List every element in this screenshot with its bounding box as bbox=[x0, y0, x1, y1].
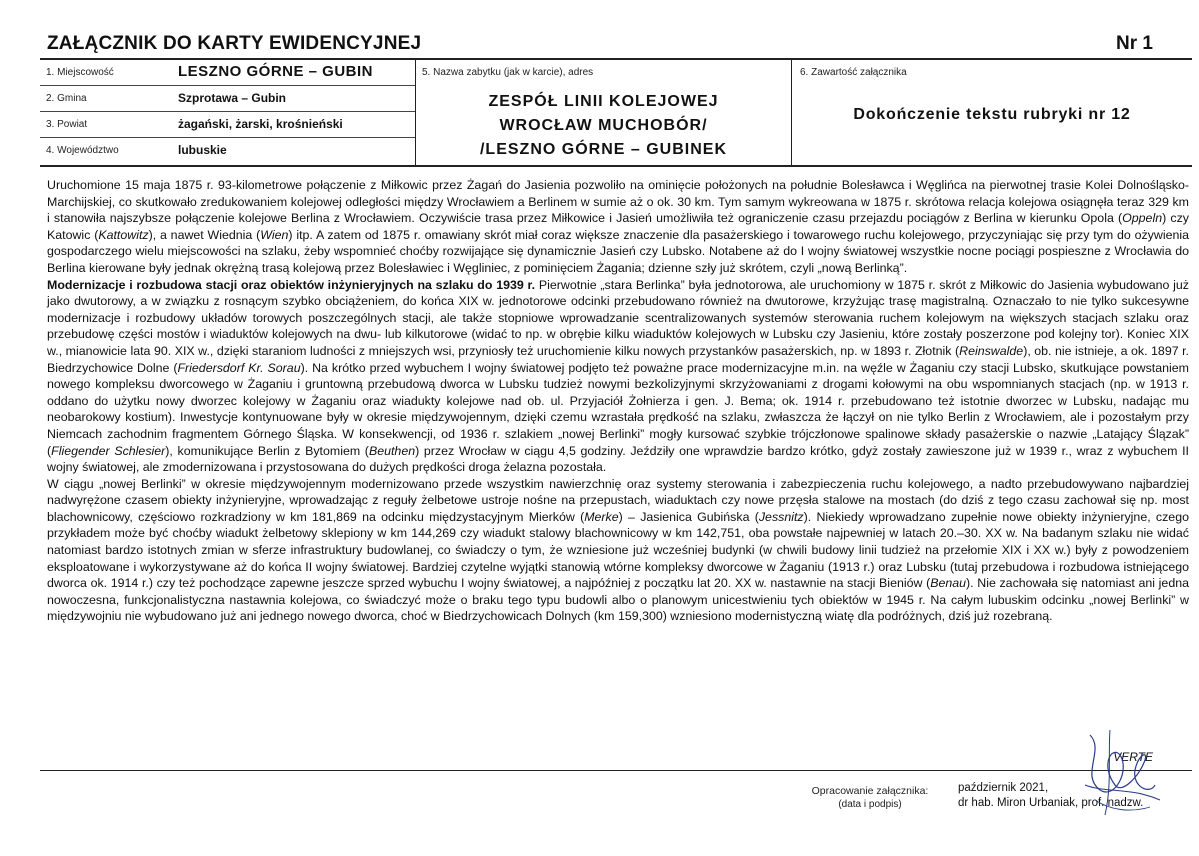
monument-name-label: 5. Nazwa zabytku (jak w karcie), adres bbox=[422, 67, 594, 78]
voivodeship-label: 4. Województwo bbox=[46, 145, 119, 156]
prepared-by-label bbox=[805, 785, 935, 811]
section-heading: Modernizacje i rozbudowa stacji oraz obiektów inżynieryjnych na szlaku do 1939 r. bbox=[47, 277, 536, 292]
text-span: ) itp. A zatem od 1875 r. omawiany skrót miał coraz większe znaczenie dla pasażerskiego i towarowego ruchu kolejowego, przyczyniając się przy tym do ożywienia gospodarczego wielu miejscowości na szlaku, żeby wspomnieć choćby rozwijające się dynamicznie Jasień czy Lubsko. Notabene aż do I wojny światowej wszystkie nocne pociągi pospieszne z Wrocławia do Berlina kierowane były jednak okrężną trasą kolejową przez Bolesławiec i Węgliniec, z pominięciem Żagania; dzienne szły już skrótem, czyli „nową Berlinką”. bbox=[47, 227, 1189, 275]
county-value: żagański, żarski, krośnieński bbox=[178, 117, 343, 131]
monument-name bbox=[416, 90, 791, 162]
commune-label: 2. Gmina bbox=[46, 93, 87, 104]
italic-name: Reinswalde bbox=[959, 343, 1024, 358]
prepared-label: Opracowanie załącznika: bbox=[811, 785, 929, 797]
paragraph-1 bbox=[47, 177, 1189, 277]
county-label: 3. Powiat bbox=[46, 119, 88, 130]
document-number: Nr 1 bbox=[1116, 33, 1153, 54]
handwritten-signature bbox=[1060, 715, 1170, 825]
commune-value: Szprotawa – Gubin bbox=[178, 91, 287, 105]
attachment-content-block bbox=[792, 60, 1192, 165]
text-span: Pierwotnie „stara Berlinka” była jednotorowa, ale uruchomiony w 1875 r. skrót z Miłkowic do Jasienia wybudowano już jako dwutorowy, a w związku z rosnącym szybko obciążeniem, do końca XIX w. jednotorowe odcinki przebudowano również na dwutorowe, krzyżując trasę magistralną. Oznaczało to nie tylko sukcesywne modernizacje i rozbudowy układów torowych poszczególnych stacji, ale także stopniowe wprowadzanie scentralizowanych systemów sterowania ruchem kolejowym na większych stacjach szlaku oraz przebudowę części mostów i wiaduktów kolejowych na dwu- lub kilkutorowe (widać to np. w obrębie kilku wiaduktów kolejowych w Lubsku czy Jasieniu, które zostały poszerzone pod kolejny tor). Koniec XIX w., mianowicie lata 90. XIX w., dzięki staraniom ludności z mniejszych wsi, przyniosły też uruchomienie kilku nowych przystanków pasażerskich, np. w 1893 r. Złotnik ( bbox=[47, 277, 1189, 358]
text-span: ) – Jasienica Gubińska ( bbox=[618, 509, 759, 524]
attachment-content-value: Dokończenie tekstu rubryki nr 12 bbox=[853, 106, 1131, 123]
monument-name-block bbox=[416, 60, 792, 165]
monument-name-line-1: ZESPÓŁ LINII KOLEJOWEJ bbox=[488, 93, 719, 110]
monument-name-line-2: WROCŁAW MUCHOBÓR/ bbox=[499, 117, 708, 134]
text-span: ), komunikujące Berlin z Bytomiem ( bbox=[165, 443, 369, 458]
location-block bbox=[40, 60, 416, 165]
locality-value: LESZNO GÓRNE – GUBIN bbox=[178, 63, 374, 80]
text-span: ), ob. nie istnieje, a ok. 1897 r. Biedrzychowice Dolne ( bbox=[47, 343, 1189, 375]
footer-divider bbox=[40, 770, 1192, 771]
text-span: ). Niekiedy wprowadzano zupełnie nowe obiekty inżynieryjne, czego przykładem może być choćby wiadukt żelbetowy sklepiony w km 144,269 czy wiadukt stalowy blachownicowy w km 142,751, oba powstałe najpewniej w latach 20.–30. XX w. Na badanym szlaku nie widać natomiast bardzo istotnych zmian w sferze infrastruktury budowlanej, co świadczy o tym, że wzniesione już wcześniej budynki (w chwili budowy linii tudzież na przełomie XIX i XX w.) były z powodzeniem eksploatowane i wykorzystywane aż do końca II wojny światowej. Bardziej czytelne wyjątki stanowią wtórne kompleksy dworcowe w Żaganiu (1913 r.) oraz Lubsku (tutaj przebudowa i rozbudowa istniejącego dworca ok. 1914 r.) czy też pochodzące zapewne jeszcze sprzed wybuchu I wojny światowej, a najpóźniej z początku lat 20. XX w. nastawnie na stacji Bieniów ( bbox=[47, 509, 1189, 591]
document-title: ZAŁĄCZNIK DO KARTY EWIDENCYJNEJ bbox=[47, 33, 422, 54]
italic-name: Fliegender Schlesier bbox=[51, 443, 166, 458]
italic-name: Friedersdorf Kr. Sorau bbox=[177, 360, 301, 375]
text-span: ) czy Katowic ( bbox=[47, 211, 1189, 242]
body-text bbox=[47, 177, 1189, 625]
italic-name: Kattowitz bbox=[98, 227, 149, 242]
date-signature-hint: (data i podpis) bbox=[838, 799, 902, 810]
paragraph-2 bbox=[47, 277, 1189, 476]
text-span: ), a nawet Wiednia ( bbox=[148, 227, 261, 242]
text-span: ) przez Wrocław w ciągu 4,5 godziny. Jeździły one wprawdzie bardzo krótko, gdyż zostały zawieszone już w 1939 r., wraz z wybuchem II wojny światowej, ale zmodernizowana i przystosowana do dużych prędkości droga żelazna pozostała. bbox=[47, 443, 1189, 475]
county-row bbox=[40, 112, 415, 138]
text-span: ). Na krótko przed wybuchem I wojny światowej podjęto też poważne prace modernizacyjne m.in. na węźle w Żaganiu czy stacji Lubsko, skutkujące powstaniem nowego kompleksu dworcowego w Żaganiu i gruntowną przebudową dworca w Lubsku tudzież nowymi bezkolizyjnymi skrzyżowaniami z drogami kołowymi na obu wspomnianych stacjach (np. w 1913 r. oddano do użytku nowy dworzec kolejowy w Żaganiu oraz wiadukty kolejowe nad ob. ul. Przyjaciół Żołnierza i gen. J. Bema; ok. 1914 r. przebudowano też istotnie dworzec w Lubsku, nadając mu neobarokowy kostium). Inwestycje kontynuowane były w okresie międzywojennym, dzięki czemu wzrastała prędkość na szlaku, zwłaszcza że łączył on nie tylko Berlin z Wrocławiem, ale i pozostałym przy Niemcach zachodnim fragmentem Górnego Śląska. W konsekwencji, od 1936 r. szlakiem „nowej Berlinki” mogły kursować szybkie trójczłonowe spalinowe składy pasażerskie o nazwie „Latający Ślązak” ( bbox=[47, 360, 1189, 458]
verte-note: VERTE bbox=[1113, 750, 1153, 764]
header-table bbox=[40, 58, 1192, 167]
attachment-content-label: 6. Zawartość załącznika bbox=[800, 67, 907, 78]
italic-name: Jessnitz bbox=[758, 509, 804, 524]
text-span: ). Nie zachowała się natomiast ani jedna nowoczesna, funkcjonalistyczna nastawnia kolejowa, co świadczyć może o braku tego typu budowli albo o planowym unicestwieniu tych obiektów w 1945 r. Na całym lubuskim odcinku „nowej Berlinki” w międzywojniu nie wybudowano już ani jednego nowego dworca, choć w Biedrzychowicach Dolnych (km 159,300) wzniesiono modernistyczną wiatę dla podróżnych, dziś już rozebraną. bbox=[47, 576, 1189, 624]
text-span: W ciągu „nowej Berlinki” w okresie międzywojennym modernizowano przede wszystkim nawierzchnię oraz systemy sterowania i zabezpieczenia ruchu kolejowego, a nadto przebudowywano najbardziej nadwyrężone czasem obiekty inżynieryjne, wprowadzając z reguły żelbetowe ustroje nośne na przepustach, wiaduktach czy nowe przęsła stalowe na mostach (do dziś z tego czasu zachował się np. most blachownicowy, częściowo rozkradziony w km 181,869 na odcinku międzystacyjnym Mierków ( bbox=[47, 476, 1189, 524]
italic-name: Benau bbox=[930, 576, 967, 591]
commune-row bbox=[40, 86, 415, 112]
monument-name-line-3: /LESZNO GÓRNE – GUBINEK bbox=[479, 141, 728, 158]
italic-name: Wien bbox=[260, 227, 289, 242]
italic-name: Beuthen bbox=[368, 443, 416, 458]
text-span: Uruchomione 15 maja 1875 r. 93-kilometrowe połączenie z Miłkowic przez Żagań do Jasienia pozwoliło na ominięcie położonych na południe Bolesławca i Węglińca na pierwotnej trasie Kolei Dolnośląsko-Marchijskiej, co skutkowało zredukowaniem kolejowej odległości między Wrocławiem a Berlinem w sumie aż o ok. 30 km. Tym samym wykreowana w 1875 r. skrótowa relacja kolejowa osiągnęła teraz 329 km i stanowiła najszybsze połączenie kolejowe Berlina z Wrocławiem. Oczywiście trasa przez Miłkowice i Jasień umożliwiła też ograniczenie czasu przejazdu pociągów z Berlina w kierunku Opola ( bbox=[47, 178, 1189, 226]
author-name: dr hab. Miron Urbaniak, prof. nadzw. bbox=[958, 797, 1144, 809]
paragraph-3 bbox=[47, 476, 1189, 625]
italic-name: Merke bbox=[584, 509, 619, 524]
voivodeship-row bbox=[40, 138, 415, 163]
voivodeship-value: lubuskie bbox=[178, 143, 227, 157]
locality-label: 1. Miejscowość bbox=[46, 67, 114, 78]
prepared-date: październik 2021, bbox=[958, 782, 1049, 794]
italic-name: Oppeln bbox=[1122, 211, 1163, 226]
locality-row bbox=[40, 60, 415, 86]
